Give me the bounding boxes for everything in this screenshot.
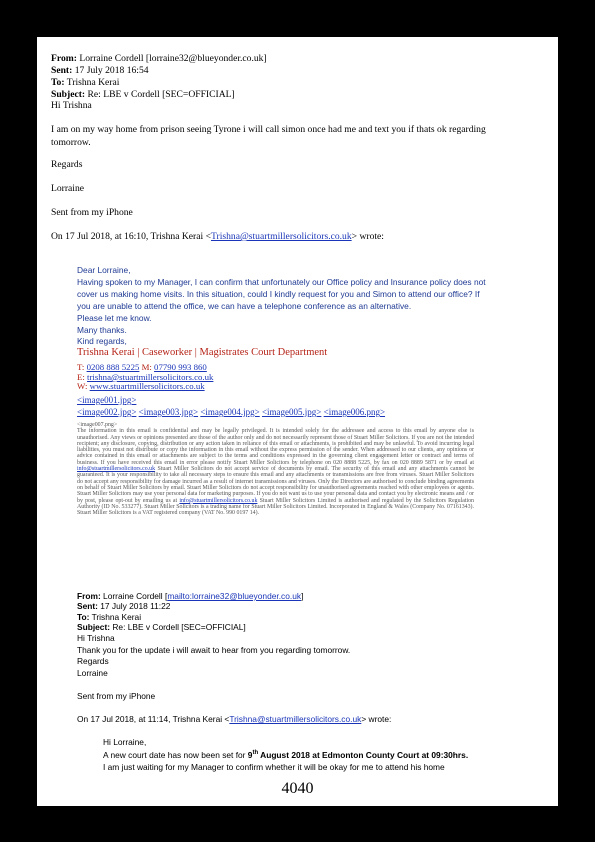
email2-regards: Regards [77, 656, 109, 666]
image005-link[interactable]: <image005.jpg> [261, 407, 322, 417]
email1-name: Lorraine [51, 183, 85, 194]
email2-body: Thank you for the update i will await to hear from you regarding tomorrow. [77, 645, 351, 655]
image002-link[interactable]: <image002.jpg> [77, 407, 137, 417]
quoted2-line2: I am just waiting for my Manager to confirm whether it will be okay for me to attend his home [103, 762, 445, 772]
quoted1-thanks: Many thanks. [77, 325, 127, 335]
email1-from: From: Lorraine Cordell [lorraine32@blueyonder.co.uk] [51, 53, 267, 64]
signature-email-link[interactable]: trishna@stuartmillersolicitors.co.uk [87, 372, 214, 382]
quoted1-line2: cover us making home visits. In this situation, could I kindly request for you and Simon to attend our office? If [77, 289, 480, 299]
email2-to: To: Trishna Kerai [77, 612, 142, 622]
disclaimer-email-link-1[interactable]: info@stuartmillersolicitors.co.uk [77, 466, 156, 473]
disclaimer-email-link-2[interactable]: info@stuartmillersolicitors.co.uk [179, 497, 258, 504]
mobile-link[interactable]: 07790 993 860 [154, 362, 207, 372]
legal-disclaimer: <image007.png> The information in this email is confidential and may be legally privileged. It is intended solely for the addressee and access to this email by anyone else is unauthorised. Any views or opinions presented are those of the author only and do not necessarily represent those of Stuart Miller Solicitors. If you are not the intended recipient; any disclosure, copying, distribution or any action taken in reliance of this email or attachments, is prohibited and may be unlawful. To avoid incurring legal liabilities, you must not distribute or copy the information in this email without the express permission of the sender. When addressed to our clients, any opinions or advice contained in this email or attachments are subject to the terms and conditions expressed in the governing client engagement letter or contract and terms of business. If you have received this email in error please notify Stuart Miller Solicitors by telephone on 020 8888 5225, by fax on 020 8889 5871 or by email at info@stuartmillersolicitors.co.uk Stuart Miller Solicitors do not accept service of documents by email. The security of this email and any attachments cannot be guaranteed. It is your responsibility to take all necessary steps to ensure this email and any attachments or transmissions are free from viruses. Stuart Miller Solicitors do not accept any responsibility for damage incurred as a result of internet transmissions and viruses. Only the Directors are authorised to conclude binding agreements on behalf of Stuart Miller Solicitors by email. Stuart Miller Solicitors do not accept responsibility for unauthorised agreements reached with other employees or agents. Stuart Miller Solicitors may use your personal data for marketing purposes. If you do not want us to use your personal data and contact you by electronic means and / or by post, please opt-out by emailing us at info@stuartmillersolicitors.co.uk Stuart Miller Solicitors Limited is authorised and regulated by the Solicitors Regulation Authority (ID No. 533277). Stuart Miller Solicitors is a trading name for Stuart Miller Solicitors Limited. Incorporated in England & Wales (Company No. 07161343). Stuart Miller Solicitors is a VAT registered company (VAT No. 990 0197 14). [77, 422, 474, 517]
email1-sent-from: Sent from my iPhone [51, 207, 133, 218]
phone-link[interactable]: 0208 888 5225 [86, 362, 140, 372]
signature-title: Trishna Kerai | Caseworker | Magistrates Court Department [77, 347, 328, 358]
email1-quote-line: On 17 Jul 2018, at 16:10, Trishna Kerai <Trishna@stuartmillersolicitors.co.uk> wrote: [51, 231, 384, 242]
quoted1-line1: Having spoken to my Manager, I can confirm that unfortunately our Office policy and Insurance policy does not [77, 277, 486, 287]
email2-quote-email-link[interactable]: Trishna@stuartmillersolicitors.co.uk [229, 714, 362, 724]
email1-subject: Subject: Re: LBE v Cordell [SEC=OFFICIAL] [51, 89, 235, 100]
page-number: 4040 [281, 780, 314, 797]
email2-from-mailto-link[interactable]: mailto:lorraine32@blueyonder.co.uk [167, 591, 302, 601]
email1-quote-email-link[interactable]: Trishna@stuartmillersolicitors.co.uk [210, 231, 352, 242]
email1-greeting: Hi Trishna [51, 100, 92, 111]
document-page [37, 37, 558, 806]
email2-subject: Subject: Re: LBE v Cordell [SEC=OFFICIAL] [77, 622, 246, 632]
signature-email: E: trishna@stuartmillersolicitors.co.uk [77, 372, 214, 382]
email2-name: Lorraine [77, 668, 108, 678]
image-links-row [77, 408, 385, 417]
email2-sent: Sent: 17 July 2018 11:22 [77, 601, 171, 611]
email2-sent-from: Sent from my iPhone [77, 691, 156, 701]
quoted1-kind: Kind regards, [77, 336, 127, 346]
email2-greeting: Hi Trishna [77, 633, 115, 643]
email2-from: From: Lorraine Cordell [mailto:lorraine32@blueyonder.co.uk] [77, 591, 304, 601]
quoted2-line1: A new court date has now been set for 9th August 2018 at Edmonton County Court at 09:30hrs. [103, 749, 469, 760]
email1-to: To: Trishna Kerai [51, 77, 120, 88]
quoted2-greeting: Hi Lorraine, [103, 737, 147, 747]
signature-web-link[interactable]: www.stuartmillersolicitors.co.uk [89, 381, 205, 391]
quoted1-line3: you are unable to attend the office, we can have a telephone conference as an alternative. [77, 301, 412, 311]
email1-sent: Sent: 17 July 2018 16:54 [51, 65, 149, 76]
image001-link[interactable]: <image001.jpg> [77, 395, 137, 405]
email1-regards: Regards [51, 159, 83, 170]
quoted1-line4: Please let me know. [77, 313, 152, 323]
signature-phone: T: 0208 888 5225 M: 07790 993 860 [77, 362, 207, 372]
image004-link[interactable]: <image004.jpg> [200, 407, 260, 417]
image003-link[interactable]: <image003.jpg> [138, 407, 199, 417]
email1-body-line2: tomorrow. [51, 137, 91, 148]
signature-web: W: www.stuartmillersolicitors.co.uk [77, 381, 205, 391]
image007-label: <image007.png> [77, 422, 118, 428]
image006-link[interactable]: <image006.png> [323, 407, 386, 417]
email1-body-line1: I am on my way home from prison seeing Tyrone i will call simon once had me and text you if thats ok regarding [51, 124, 486, 135]
quoted1-dear: Dear Lorraine, [77, 265, 131, 275]
email2-quote-line: On 17 Jul 2018, at 11:14, Trishna Kerai <Trishna@stuartmillersolicitors.co.uk> wrote: [77, 714, 392, 724]
